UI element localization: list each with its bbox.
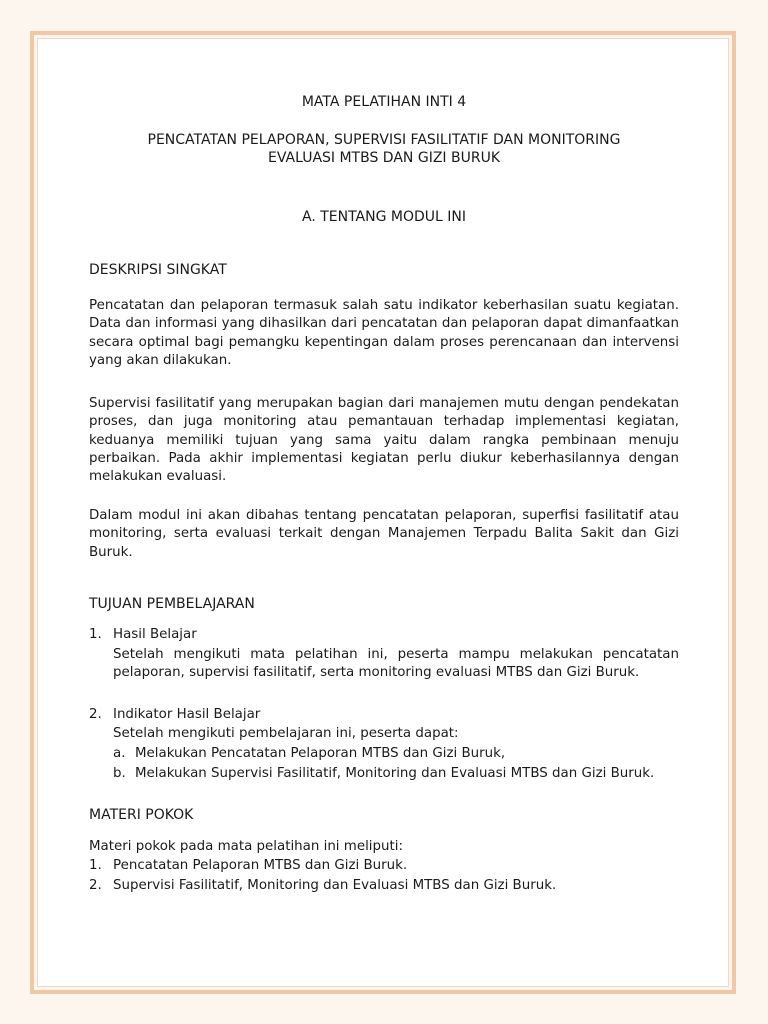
list-item-text: Pencatatan Pelaporan MTBS dan Gizi Buruk.	[113, 858, 408, 873]
list-number: 2.	[89, 707, 102, 722]
document-subtitle-line2: EVALUASI MTBS DAN GIZI BURUK	[267, 150, 500, 166]
sub-list-label: a.	[113, 746, 126, 761]
tujuan-heading: TUJUAN PEMBELAJARAN	[89, 596, 255, 612]
document-title: MATA PELATIHAN INTI 4	[301, 94, 467, 110]
list-item-text: Setelah mengikuti pembelajaran ini, peserta dapat:	[113, 726, 459, 741]
section-heading: A. TENTANG MODUL INI	[301, 209, 467, 225]
list-item-title: Indikator Hasil Belajar	[113, 707, 261, 722]
deskripsi-paragraph-1: Pencatatan dan pelaporan termasuk salah satu indikator keberhasilan suatu kegiatan. Data dan informasi yang dihasilkan dari pencatatan dan pelaporan dapat dimanfaatkan secara optimal bagi pemangku kepentingan dalam proses perencanaan dan intervensi yang akan dilakukan.	[89, 298, 679, 368]
list-item-text: Supervisi Fasilitatif, Monitoring dan Evaluasi MTBS dan Gizi Buruk.	[113, 878, 557, 893]
deskripsi-paragraph-2: Supervisi fasilitatif yang merupakan bagian dari manajemen mutu dengan pendekatan proses, dan juga monitoring atau pemantauan terhadap implementasi kegiatan, keduanya memiliki tujuan yang sama yaitu dalam rangka pembinaan menuju perbaikan. Pada akhir implementasi kegiatan perlu diukur keberhasilannya dengan melakukan evaluasi.	[89, 396, 679, 485]
materi-intro: Materi pokok pada mata pelatihan ini meliputi:	[89, 839, 403, 854]
deskripsi-paragraph-3: Dalam modul ini akan dibahas tentang pencatatan pelaporan, superfisi fasilitatif atau monitoring, serta evaluasi terkait dengan Manajemen Terpadu Balita Sakit dan Gizi Buruk.	[89, 508, 679, 560]
deskripsi-heading: DESKRIPSI SINGKAT	[89, 262, 227, 278]
list-number: 2.	[89, 878, 102, 893]
list-item-text: Setelah mengikuti mata pelatihan ini, peserta mampu melakukan pencatatan pelaporan, supervisi fasilitatif, serta monitoring evaluasi MTBS dan Gizi Buruk.	[113, 647, 679, 681]
sub-list-text: Melakukan Supervisi Fasilitatif, Monitoring dan Evaluasi MTBS dan Gizi Buruk.	[135, 766, 655, 781]
list-item-title: Hasil Belajar	[113, 627, 197, 642]
document-subtitle-line1: PENCATATAN PELAPORAN, SUPERVISI FASILITATIF DAN MONITORING	[147, 132, 621, 148]
sub-list-label: b.	[113, 766, 126, 781]
sub-list-text: Melakukan Pencatatan Pelaporan MTBS dan Gizi Buruk,	[135, 746, 506, 761]
list-number: 1.	[89, 627, 102, 642]
list-number: 1.	[89, 858, 102, 873]
materi-heading: MATERI POKOK	[89, 807, 194, 823]
